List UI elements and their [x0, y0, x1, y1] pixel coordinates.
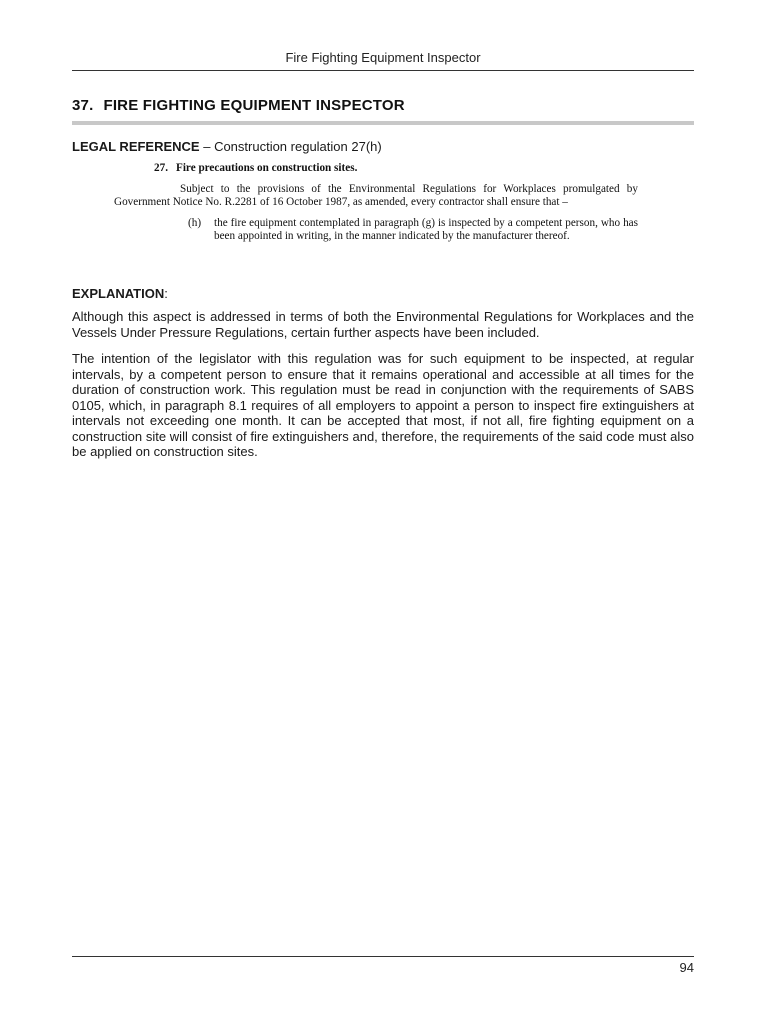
title-rule	[72, 121, 694, 125]
regulation-item-label: (h)	[188, 216, 202, 229]
legal-reference-label: LEGAL REFERENCE	[72, 139, 200, 154]
section-number: 37.	[72, 97, 94, 114]
explanation-paragraph: Although this aspect is addressed in terms of both the Environmental Regulations for Workplaces and the Vessels Under Pressure Regulations, certain further aspects have been included.	[72, 309, 694, 340]
section-title	[72, 97, 405, 114]
regulation-item	[114, 217, 638, 244]
explanation-paragraph: The intention of the legislator with this regulation was for such equipment to be inspected, at regular intervals, by a competent person to ensure that it remains operational and accessible at all times for the duration of construction work. This regulation must be read in conjunction with the requirements of SABS 0105, which, in paragraph 8.1 requires of all employers to appoint a person to inspect fire extinguishers at intervals not exceeding one month. It can be accepted that most, if not all, fire fighting equipment on a construction site will consist of fire extinguishers and, therefore, the requirements of the said code must also be applied on construction sites.	[72, 351, 694, 459]
legal-reference-text: – Construction regulation 27(h)	[199, 139, 382, 154]
explanation-colon: :	[164, 286, 168, 301]
regulation-heading	[154, 162, 638, 176]
explanation-label: EXPLANATION	[72, 286, 165, 301]
page-number: 94	[679, 960, 694, 975]
regulation-number: 27.	[154, 162, 168, 174]
regulation-heading-text: Fire precautions on construction sites.	[175, 162, 358, 174]
regulation-body: Subject to the provisions of the Environmental Regulations for Workplaces promulgated by Government Notice No. R.2281 of 16 October 1987, as amended, every contractor shall ensure that –	[114, 182, 638, 208]
regulation-item-text: the fire equipment contemplated in paragraph (g) is inspected by a competent person, who has been appointed in writing, in the manner indicated by the manufacturer thereof.	[214, 216, 638, 242]
regulation-quote	[114, 162, 638, 244]
legal-reference	[72, 139, 382, 154]
header-rule	[72, 70, 694, 71]
explanation-heading	[72, 286, 168, 301]
section-title-text: FIRE FIGHTING EQUIPMENT INSPECTOR	[103, 97, 405, 114]
footer-rule	[72, 956, 694, 957]
running-header: Fire Fighting Equipment Inspector	[285, 50, 481, 65]
